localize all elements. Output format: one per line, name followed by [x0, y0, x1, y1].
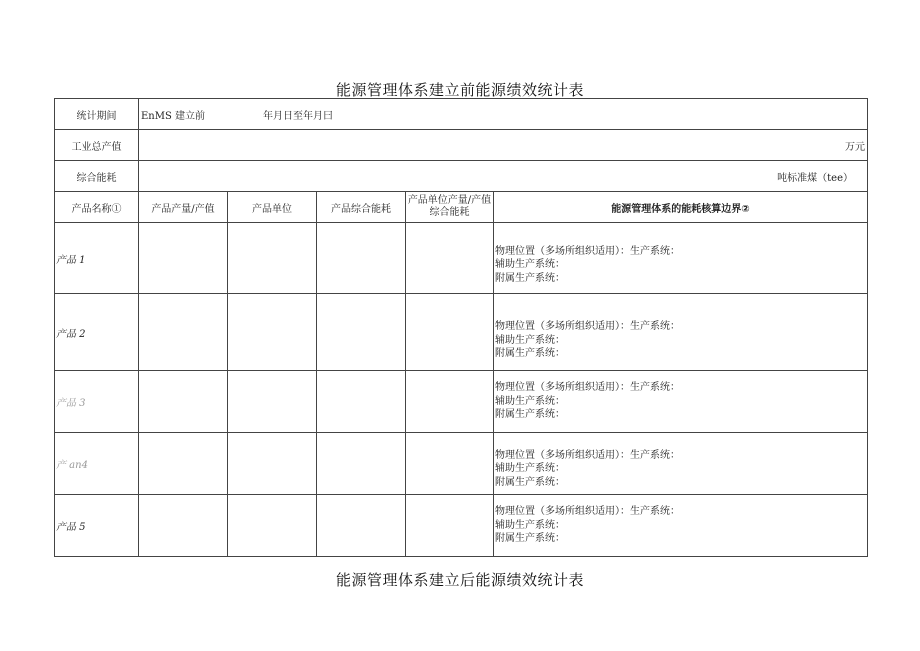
product-total-cell — [317, 371, 406, 433]
product-unit-cell — [228, 433, 317, 495]
boundary-line-physical: 物理位置（多场所组织适用）：生产系统： — [495, 245, 680, 257]
period-label: 统计期间 — [55, 99, 139, 130]
table-row — [55, 223, 868, 294]
product-qty-cell — [139, 495, 228, 557]
product-unit-cell — [228, 495, 317, 557]
product-unit-cell — [228, 223, 317, 294]
product-unit-cell — [228, 294, 317, 371]
table-row — [55, 371, 868, 433]
table-row — [55, 433, 868, 495]
boundary-line-auxiliary: 辅助生产系统： — [495, 334, 565, 346]
row-energy — [55, 161, 868, 192]
product-name: 产品 3 — [55, 371, 139, 433]
product-qty-cell — [139, 433, 228, 495]
product-per-cell — [406, 371, 494, 433]
product-per-cell — [406, 433, 494, 495]
product-total-cell — [317, 433, 406, 495]
header-name: 产品名称① — [55, 192, 139, 223]
header-total: 产品综合能耗 — [317, 192, 406, 223]
boundary-cell — [494, 294, 868, 371]
period-value — [139, 99, 868, 130]
output-label: 工业总产值 — [55, 130, 139, 161]
boundary-cell — [494, 433, 868, 495]
product-total-cell — [317, 223, 406, 294]
boundary-line-physical: 物理位置（多场所组织适用）：生产系统： — [495, 382, 680, 394]
header-unit: 产品单位 — [228, 192, 317, 223]
boundary-line-affiliated: 附属生产系统： — [495, 348, 565, 360]
boundary-line-affiliated: 附属生产系统： — [495, 409, 565, 421]
product-total-cell — [317, 294, 406, 371]
boundary-line-auxiliary: 辅助生产系统： — [495, 259, 565, 271]
product-per-cell — [406, 495, 494, 557]
header-boundary: 能源管理体系的能耗核算边界② — [494, 192, 868, 223]
period-enms: EnMS 建立前 — [141, 110, 206, 122]
product-per-cell — [406, 223, 494, 294]
boundary-line-auxiliary: 辅助生产系统： — [495, 519, 565, 531]
boundary-line-physical: 物理位置（多场所组织适用）：生产系统： — [495, 321, 680, 333]
product-total-cell — [317, 495, 406, 557]
boundary-cell — [494, 495, 868, 557]
header-qty: 产品产量/产值 — [139, 192, 228, 223]
product-name: 产品 5 — [55, 495, 139, 557]
product-qty-cell — [139, 294, 228, 371]
energy-label: 综合能耗 — [55, 161, 139, 192]
product-qty-cell — [139, 371, 228, 433]
boundary-line-physical: 物理位置（多场所组织适用）：生产系统： — [495, 506, 680, 518]
boundary-line-physical: 物理位置（多场所组织适用）：生产系统： — [495, 449, 680, 461]
product-unit-cell — [228, 371, 317, 433]
title-after: 能源管理体系建立后能源绩效统计表 — [335, 571, 584, 589]
boundary-cell — [494, 371, 868, 433]
product-qty-cell — [139, 223, 228, 294]
boundary-line-affiliated: 附属生产系统： — [495, 533, 565, 545]
boundary-line-auxiliary: 辅助生产系统： — [495, 395, 565, 407]
product-name: 产品 1 — [55, 223, 139, 294]
output-unit: 万元 — [139, 130, 868, 161]
boundary-line-affiliated: 附属生产系统： — [495, 476, 565, 488]
row-headers — [55, 192, 868, 223]
row-output — [55, 130, 868, 161]
header-per: 产品单位产量/产值综合能耗 — [406, 192, 494, 223]
boundary-cell — [494, 223, 868, 294]
energy-unit: 吨标准煤（tee） — [139, 161, 868, 192]
period-range: 年月日至年月曰 — [263, 110, 334, 122]
product-name: 产品 2 — [55, 294, 139, 371]
table-row — [55, 294, 868, 371]
boundary-line-auxiliary: 辅助生产系统： — [495, 463, 565, 475]
product-name: 产 an4 — [55, 433, 139, 495]
title-before: 能源管理体系建立前能源绩效统计表 — [335, 81, 584, 99]
product-per-cell — [406, 294, 494, 371]
boundary-line-affiliated: 附属生产系统： — [495, 272, 565, 284]
table-row — [55, 495, 868, 557]
row-period — [55, 99, 868, 130]
performance-table — [54, 98, 868, 557]
